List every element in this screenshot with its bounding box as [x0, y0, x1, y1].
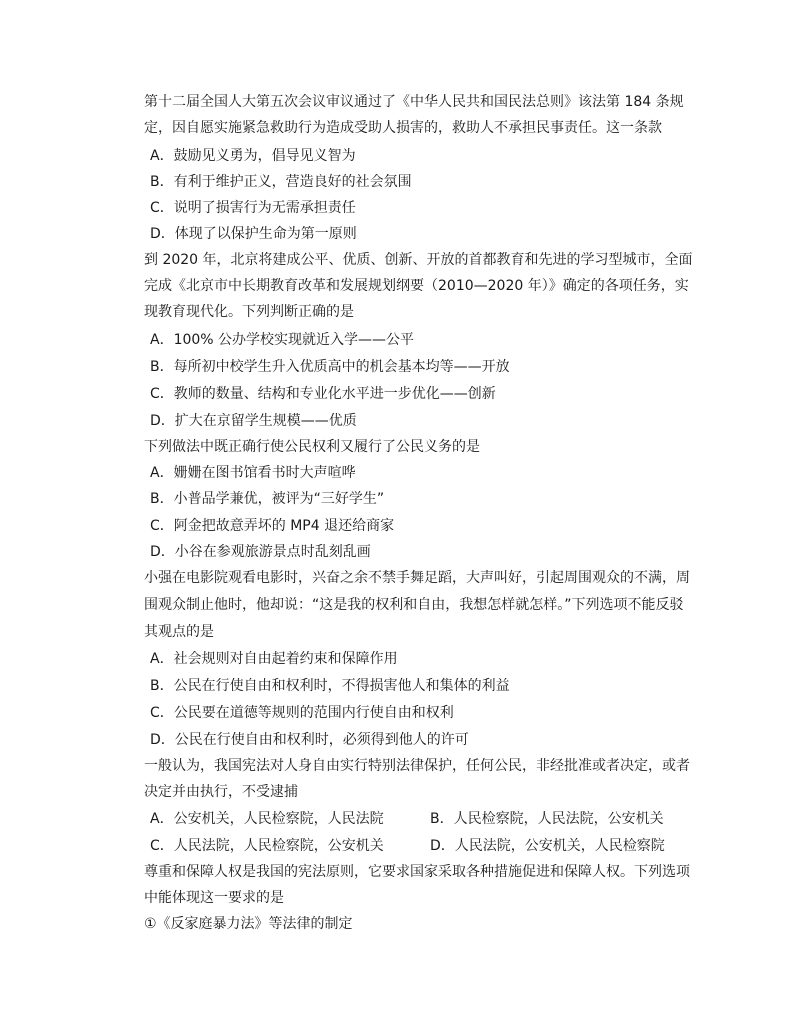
q2-stem-line-3: 现教育现代化。下列判断正确的是: [144, 304, 354, 320]
q2-option-c: C．教师的数量、结构和专业化水平进一步优化——创新: [150, 386, 496, 402]
q2-option-a: A．100% 公办学校实现就近入学——公平: [150, 332, 415, 348]
q2-stem-line-2: 完成《北京市中长期教育改革和发展规划纲要（2010—2020 年）》确定的各项任务，实: [144, 278, 689, 294]
q2-stem-line-1: 到 2020 年，北京将建成公平、优质、创新、开放的首都教育和先进的学习型城市，全面: [144, 252, 693, 268]
q5-stem-line-2: 决定并由执行，不受逮捕: [144, 784, 298, 800]
q5-option-d: D．人民法院，公安机关，人民检察院: [430, 838, 665, 854]
q4-stem-line-3: 其观点的是: [144, 624, 214, 640]
q1-option-c: C．说明了损害行为无需承担责任: [150, 200, 356, 216]
q1-option-a: A．鼓励见义勇为，倡导见义智为: [150, 148, 356, 164]
q3-stem-line-1: 下列做法中既正确行使公民权利又履行了公民义务的是: [144, 439, 480, 455]
q5-option-c: C．人民法院，人民检察院，公安机关: [150, 838, 384, 854]
q1-option-d: D．体现了以保护生命为第一原则: [150, 226, 357, 242]
q4-stem-line-1: 小强在电影院观看电影时，兴奋之余不禁手舞足蹈，大声叫好，引起周围观众的不满，周: [144, 570, 690, 586]
q2-option-d: D．扩大在京留学生规模——优质: [150, 413, 357, 429]
q2-option-b: B．每所初中校学生升入优质高中的机会基本均等——开放: [150, 359, 510, 375]
q4-stem-line-2: 围观众制止他时，他却说：“这是我的权利和自由，我想怎样就怎样。”下列选项不能反驳: [144, 597, 684, 613]
q4-option-c: C．公民要在道德等规则的范围内行使自由和权利: [150, 705, 454, 721]
q3-option-d: D．小谷在参观旅游景点时乱刻乱画: [150, 544, 371, 560]
q1-option-b: B．有利于维护正义，营造良好的社会氛围: [150, 174, 412, 190]
q1-stem-line-1: 第十二届全国人大第五次会议审议通过了《中华人民共和国民法总则》该法第 184 条规: [144, 94, 684, 110]
q3-option-a: A．姗姗在图书馆看书时大声喧哗: [150, 465, 356, 481]
q6-item-1: ①《反家庭暴力法》等法律的制定: [144, 916, 353, 932]
q6-stem-line-1: 尊重和保障人权是我国的宪法原则，它要求国家采取各种措施促进和保障人权。下列选项: [144, 864, 690, 880]
q4-option-a: A．社会规则对自由起着约束和保障作用: [150, 651, 398, 667]
q5-stem-line-1: 一般认为，我国宪法对人身自由实行特别法律保护，任何公民，非经批准或者决定，或者: [144, 758, 690, 774]
q3-option-c: C．阿金把故意弄坏的 MP4 退还给商家: [150, 518, 395, 534]
q6-stem-line-2: 中能体现这一要求的是: [144, 890, 284, 906]
q5-option-b: B．人民检察院，人民法院，公安机关: [430, 811, 664, 827]
q3-option-b: B．小普品学兼优，被评为“三好学生”: [150, 491, 385, 507]
q1-stem-line-2: 定，因自愿实施紧急救助行为造成受助人损害的，救助人不承担民事责任。这一条款: [144, 120, 662, 136]
q5-option-a: A．公安机关，人民检察院，人民法院: [150, 811, 384, 827]
q4-option-d: D．公民在行使自由和权利时，必须得到他人的许可: [150, 732, 469, 748]
q4-option-b: B．公民在行使自由和权利时，不得损害他人和集体的利益: [150, 678, 510, 694]
